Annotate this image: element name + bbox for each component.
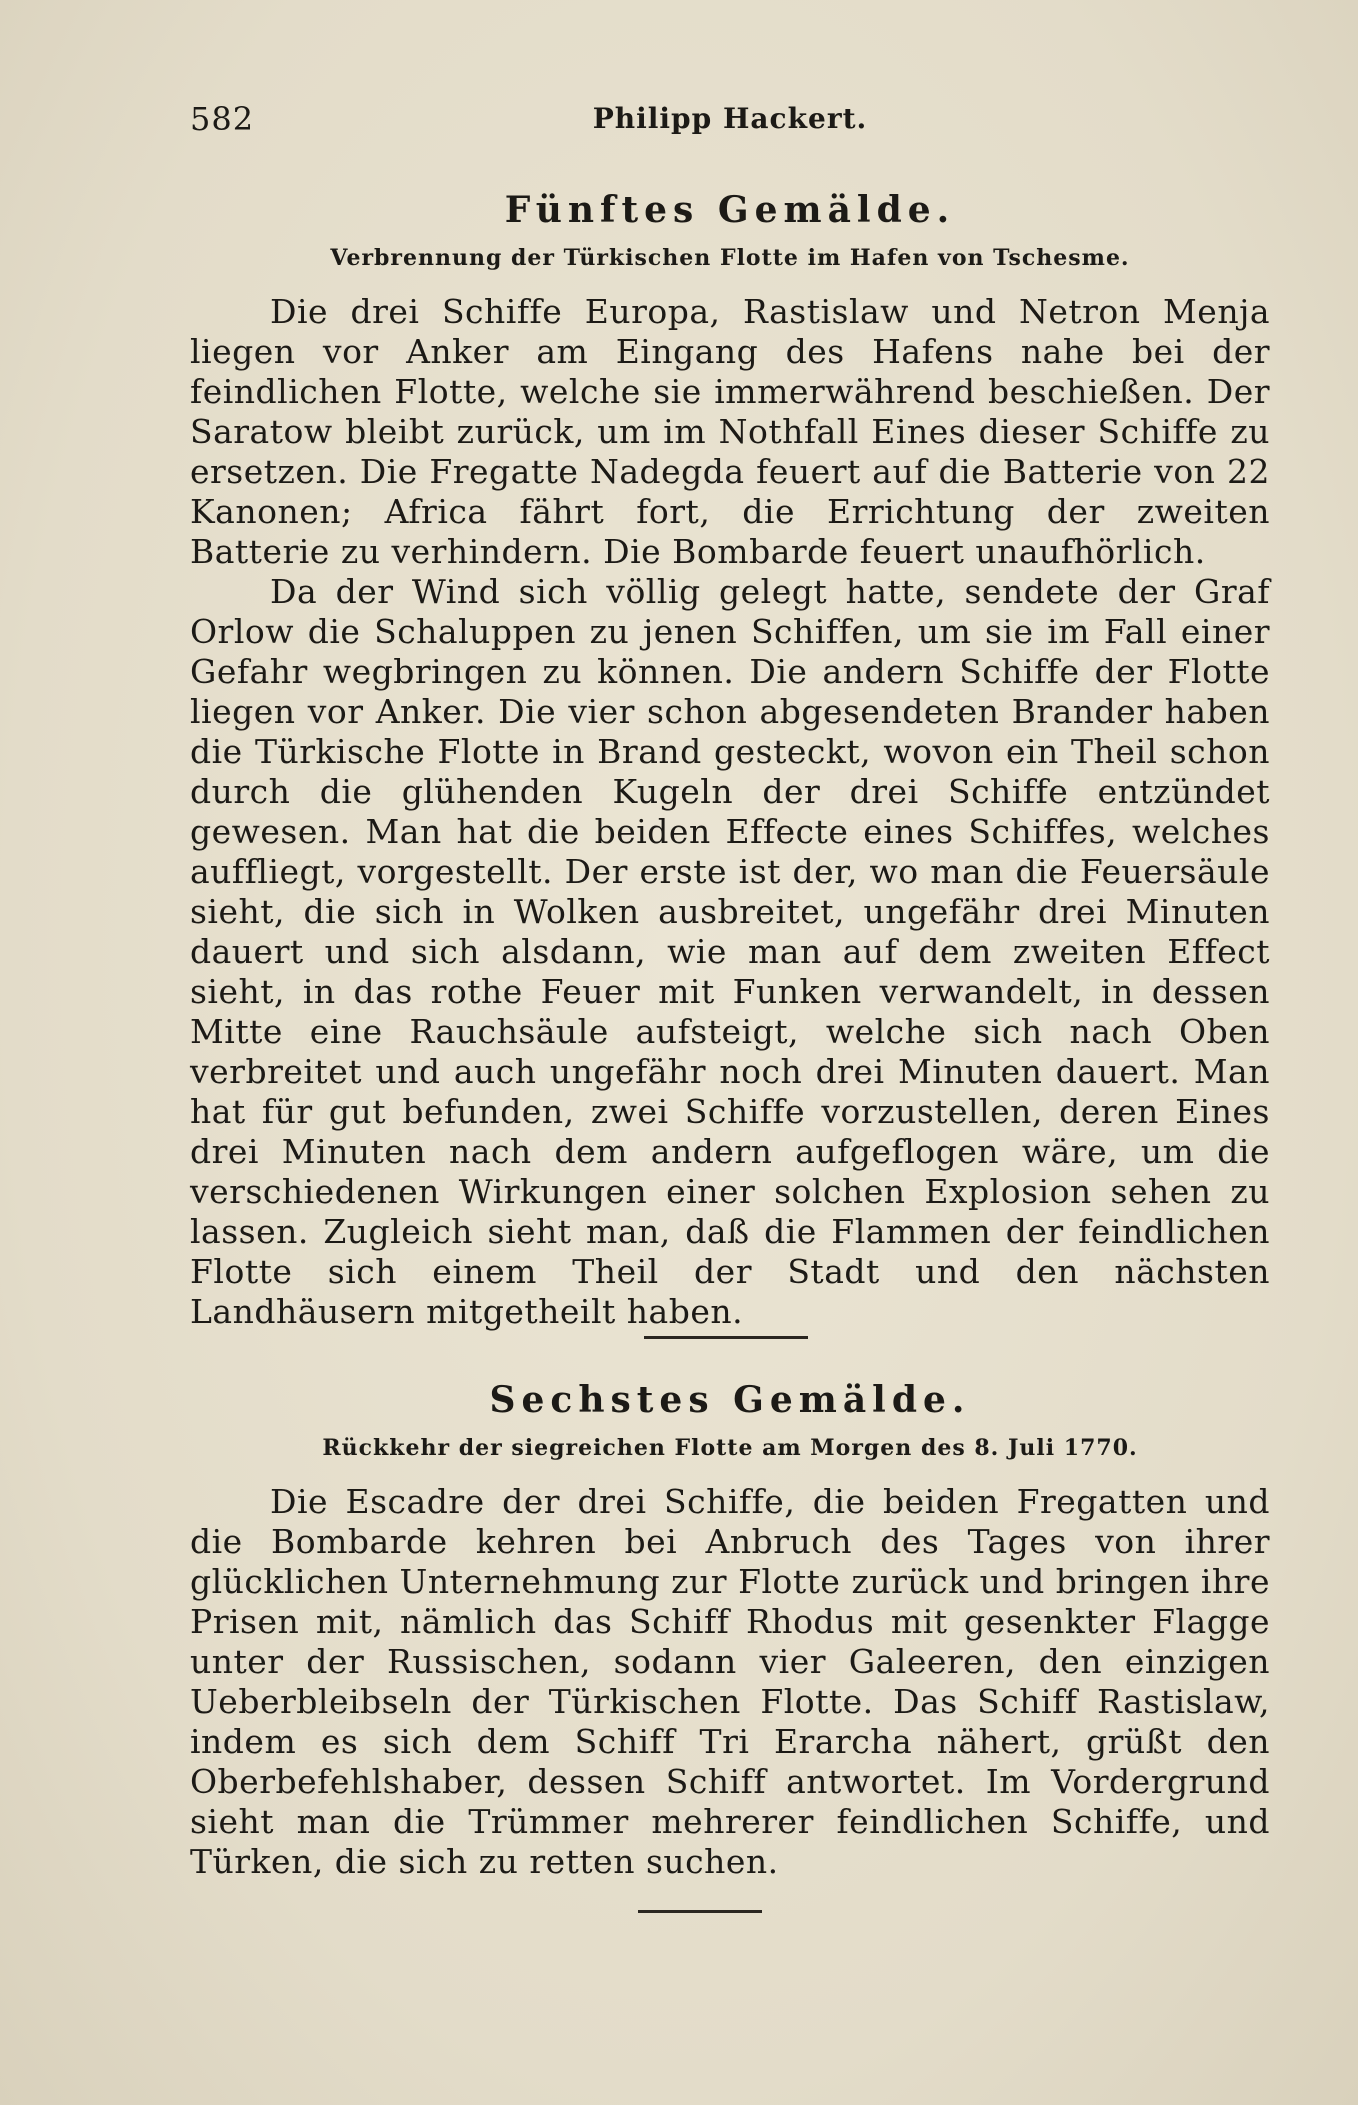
paragraph: Die Escadre der drei Schiffe, die beiden Fregatten und die Bombarde kehren bei Anbruch des Tages von ihrer glücklichen Unternehmung zur Flotte zurück und bringen ihre Prisen mit, nämlich das Schiff Rhodus mit gesenkter Flagge unter der Russischen, sodann vier Galeeren, den einzigen Ueberbleibseln der Türkischen Flotte. Das Schiff Rastislaw, indem es sich dem Schiff Tri Erarcha nähert, grüßt den Oberbefehlshaber, dessen Schiff antwortet. Im Vordergrund sieht man die Trümmer mehrerer feindlichen Schiffe, und Türken, die sich zu retten suchen. xyxy=(190,1482,1270,1881)
end-divider xyxy=(638,1910,762,1913)
page-number: 582 xyxy=(190,100,255,138)
section-divider xyxy=(644,1336,808,1339)
section-sixth-painting xyxy=(190,1380,1270,1882)
running-head: Philipp Hackert. xyxy=(592,102,868,135)
paragraph: Da der Wind sich völlig gelegt hatte, sendete der Graf Orlow die Schaluppen zu jenen Schiffen, um sie im Fall einer Gefahr wegbringen zu können. Die andern Schiffe der Flotte liegen vor Anker. Die vier schon abgesendeten Brander haben die Türkische Flotte in Brand gesteckt, wovon ein Theil schon durch die glühenden Kugeln der drei Schiffe entzündet gewesen. Man hat die beiden Effecte eines Schiffes, welches auffliegt, vorgestellt. Der erste ist der, wo man die Feuersäule sieht, die sich in Wolken ausbreitet, ungefähr drei Minuten dauert und sich alsdann, wie man auf dem zweiten Effect sieht, in das rothe Feuer mit Funken verwandelt, in dessen Mitte eine Rauchsäule aufsteigt, welche sich nach Oben verbreitet und auch ungefähr noch drei Minuten dauert. Man hat für gut befunden, zwei Schiffe vorzustellen, deren Eines drei Minuten nach dem andern aufgeflogen wäre, um die verschiedenen Wirkungen einer solchen Explosion sehen zu lassen. Zugleich sieht man, daß die Flammen der feindlichen Flotte sich einem Theil der Stadt und den nächsten Landhäusern mitgetheilt haben. xyxy=(190,572,1270,1331)
paragraph: Die drei Schiffe Europa, Rastislaw und Netron Menja liegen vor Anker am Eingang des Hafens nahe bei der feindlichen Flotte, welche sie immerwährend beschießen. Der Saratow bleibt zurück, um im Nothfall Eines dieser Schiffe zu ersetzen. Die Fregatte Nadegda feuert auf die Batterie von 22 Kanonen; Africa fährt fort, die Errichtung der zweiten Batterie zu verhindern. Die Bombarde feuert unaufhörlich. xyxy=(190,292,1270,571)
section-title: Sechstes Gemälde. xyxy=(489,1379,971,1421)
section-subtitle: Verbrennung der Türkischen Flotte im Hafen von Tschesme. xyxy=(330,245,1130,271)
section-fifth-painting xyxy=(190,190,1270,1332)
section-title: Fünftes Gemälde. xyxy=(504,189,956,231)
page-header xyxy=(190,100,1270,140)
section-subtitle: Rückkehr der siegreichen Flotte am Morgen des 8. Juli 1770. xyxy=(322,1435,1138,1461)
